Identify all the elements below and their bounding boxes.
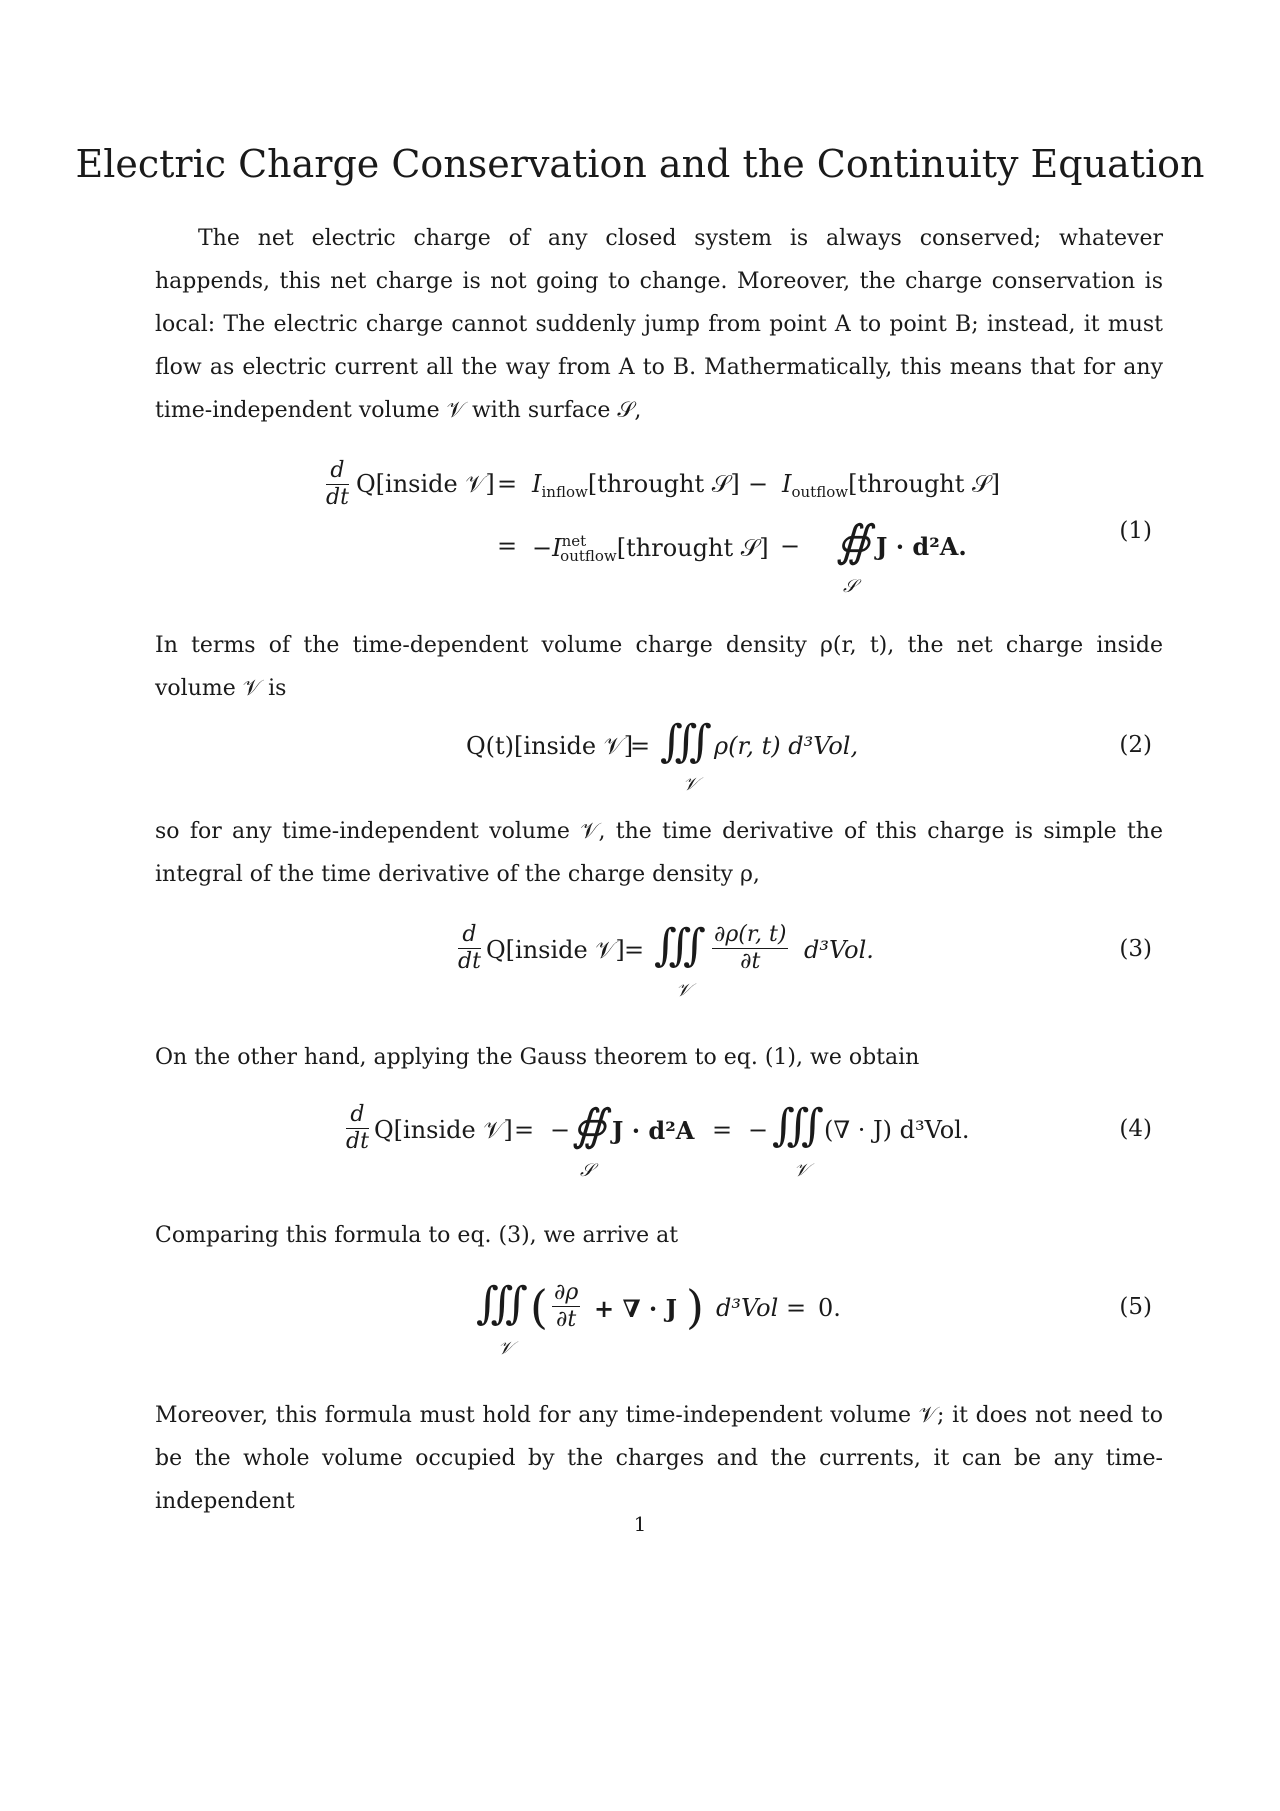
eq5-number: (5): [1119, 1294, 1152, 1320]
eq1-lhs: Q[inside 𝒱]: [356, 470, 495, 498]
eq3-integral-limit: 𝒱: [676, 980, 691, 1001]
eq1-equals-2: =: [497, 532, 518, 560]
eq5-tail: d³Vol: [716, 1294, 779, 1322]
eq1-integrand: J · d²A.: [876, 532, 967, 561]
eq3-volume-integral-icon: ∭: [654, 920, 707, 971]
paragraph-density: In terms of the time-dependent volume charge density ρ(r, t), the net charge inside volume 𝒱 is: [155, 633, 1163, 701]
eq4-integrand-1: J · d²A: [612, 1116, 695, 1145]
eq4-minus-2: −: [748, 1116, 769, 1144]
eq3-number: (3): [1119, 936, 1152, 962]
eq2-number: (2): [1119, 732, 1152, 758]
eq4-volume-integral-icon: ∭: [772, 1100, 825, 1151]
eq2-lhs: Q(t)[inside 𝒱]: [466, 732, 634, 760]
eq3-derivative: $\frac{d}{dt}$: [458, 922, 481, 974]
eq4-derivative: $\frac{d}{dt}$: [346, 1102, 369, 1154]
eq1-surface-integral-icon: ∯: [836, 516, 871, 567]
eq5-partial-fraction: $\frac{\partial\rho}{\partial t}$: [554, 1280, 579, 1332]
page-title: Electric Charge Conservation and the Continuity Equation: [75, 142, 1205, 186]
eq4-surface-integral-icon: ∯: [572, 1100, 607, 1151]
eq4-minus-1: −: [550, 1116, 571, 1144]
eq4-equals: =: [514, 1116, 535, 1144]
eq3-lhs: Q[inside 𝒱]: [486, 936, 625, 964]
eq1-derivative: $\frac{d}{dt}$: [326, 458, 349, 510]
equation-4: [0, 1102, 1280, 1222]
eq5-integral-limit: 𝒱: [498, 1338, 513, 1359]
equation-5: [0, 1280, 1280, 1400]
eq5-volume-integral-icon: ∭: [476, 1278, 529, 1329]
eq1-equals: =: [497, 470, 518, 498]
eq5-close-paren: ): [686, 1280, 704, 1334]
eq3-tail: d³Vol.: [804, 936, 874, 964]
eq4-integral-limit-2: 𝒱: [794, 1160, 809, 1181]
paragraph-compare: Comparing this formula to eq. (3), we arrive at: [155, 1223, 679, 1248]
eq2-volume-integral-icon: ∭: [660, 716, 713, 767]
paragraph-moreover: Moreover, this formula must hold for any time-independent volume 𝒱; it does not need to be the whole volume occupied by the charges and the currents, it can be any time-independent: [155, 1403, 1163, 1514]
eq1-net-outflow: $-I^{net}_{outflow}[throught$ 𝒮]: [532, 532, 769, 565]
eq1-integral-limit: 𝒮: [843, 576, 857, 597]
paragraph-derivative: so for any time-independent volume 𝒱, the time derivative of this charge is simple the integral of the time derivative of the charge density ρ,: [155, 819, 1163, 887]
eq4-number: (4): [1119, 1116, 1152, 1142]
eq5-divergence: + ∇ · J: [594, 1294, 677, 1323]
eq1-minus: −: [748, 470, 769, 498]
eq2-integral-limit: 𝒱: [683, 774, 698, 795]
eq5-equals: =: [786, 1294, 807, 1322]
page-number: 1: [633, 1512, 647, 1536]
eq4-integral-limit-1: 𝒮: [580, 1160, 594, 1181]
equation-1: [0, 458, 1280, 597]
eq4-integrand-2: (∇ · J) d³Vol.: [824, 1116, 970, 1144]
equation-3: [0, 922, 1280, 1042]
eq5-open-paren: (: [530, 1280, 548, 1334]
eq2-integrand: ρ(r, t) d³Vol,: [714, 732, 859, 760]
eq5-rhs: 0.: [818, 1294, 841, 1322]
eq3-equals: =: [624, 936, 645, 964]
eq1-number: (1): [1119, 518, 1152, 544]
eq1-outflow: $I_{outflow}[throught$ 𝒮]: [782, 470, 1000, 501]
eq1-minus-2: −: [780, 532, 801, 560]
paragraph-gauss: On the other hand, applying the Gauss theorem to eq. (1), we obtain: [155, 1045, 920, 1070]
eq4-equals-2: =: [712, 1116, 733, 1144]
eq2-equals: =: [630, 732, 651, 760]
eq4-lhs: Q[inside 𝒱]: [374, 1116, 513, 1144]
eq3-partial-fraction: $\frac{\partial\rho(r, t)}{\partial t}$: [714, 922, 787, 974]
eq1-inflow: $I_{inflow}[throught$ 𝒮]: [532, 470, 740, 501]
paragraph-intro: The net electric charge of any closed system is always conserved; whatever happends, this net charge is not going to change. Moreover, the charge conservation is local: The electric charge cannot suddenly jump from point A to point B; instead, it must flow as electric current all the way from A to B. Mathermatically, this means that for any time-independent volume 𝒱 with surface 𝒮,: [155, 226, 1163, 423]
